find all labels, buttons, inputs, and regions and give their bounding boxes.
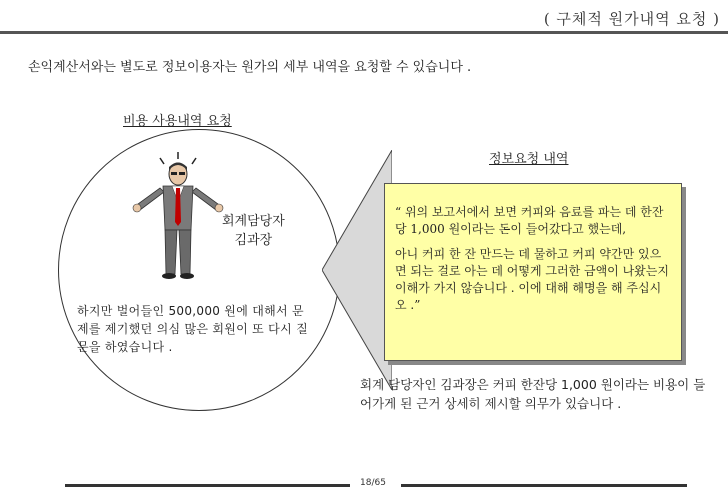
info-request-heading: 정보요청 내역: [489, 152, 569, 167]
intro-text: 손익계산서와는 별도로 정보이용자는 원가의 세부 내역을 요청할 수 있습니다 .: [28, 60, 472, 75]
header-divider: [0, 31, 728, 34]
request-quote-box: [384, 183, 682, 361]
role-title: 회계담당자: [222, 214, 285, 229]
quote-paragraph-2: 아니 커피 한 잔 만드는 데 물하고 커피 약간만 있으면 되는 걸로 아는 데 어떻게 그러한 금액이 나왔는지 이해가 가지 않습니다 . 이에 대해 해명을 해 주십시오 .”: [395, 247, 669, 312]
page-number: 18/65: [360, 478, 386, 488]
footer-divider-left: [65, 484, 350, 487]
cost-request-heading: 비용 사용내역 요청: [123, 114, 232, 129]
footer-divider-right: [401, 484, 687, 487]
accountant-figure: [128, 152, 228, 282]
conclusion-text: 회계 담당자인 김과장은 커피 한잔당 1,000 원이라는 비용이 들어가게 된 근거 상세히 제시할 의무가 있습니다 .: [360, 377, 706, 411]
page-title: ( 구체적 원가내역 요청 ): [543, 10, 720, 28]
callout-wedge: [322, 150, 392, 390]
member-question-note: 하지만 벌어들인 500,000 원에 대해서 문제를 제기했던 의심 많은 회원이 또 다시 질문을 하였습니다 .: [77, 304, 308, 354]
role-name: 김과장: [234, 233, 273, 248]
quote-paragraph-1: “ 위의 보고서에서 보면 커피와 음료를 파는 데 한잔당 1,000 원이라는 돈이 들어갔다고 했는데,: [395, 205, 664, 236]
accountant-role-label: [222, 212, 285, 250]
